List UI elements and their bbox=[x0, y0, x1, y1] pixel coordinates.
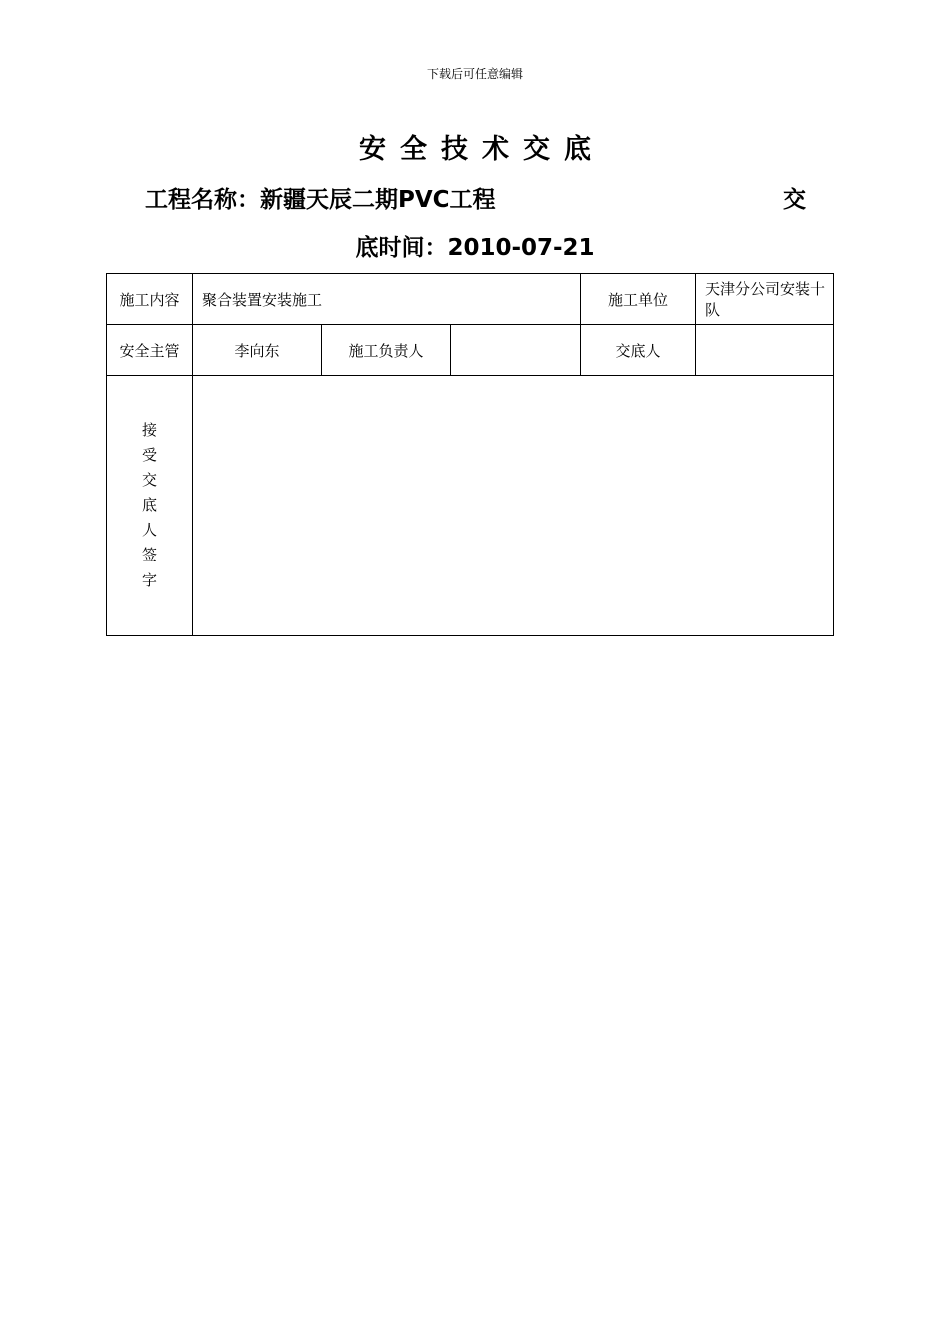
table-row bbox=[107, 376, 834, 636]
unit-value[interactable]: 天津分公司安装十队 bbox=[696, 274, 834, 325]
project-line bbox=[145, 182, 810, 218]
construction-leader-value[interactable] bbox=[451, 325, 581, 376]
construction-leader-label: 施工负责人 bbox=[322, 325, 451, 376]
signature-label-char: 底 bbox=[141, 496, 157, 514]
signature-label-char: 字 bbox=[141, 571, 157, 589]
briefer-value[interactable] bbox=[696, 325, 834, 376]
signature-label-char: 人 bbox=[141, 521, 157, 539]
safety-supervisor-value[interactable]: 李向东 bbox=[193, 325, 322, 376]
content-label: 施工内容 bbox=[107, 274, 193, 325]
signature-label-char: 交 bbox=[141, 471, 157, 489]
signature-label-char: 接 bbox=[141, 421, 157, 439]
briefing-time: 底时间：2010-07-21 bbox=[355, 235, 595, 261]
table-row bbox=[107, 325, 834, 376]
signature-area[interactable] bbox=[193, 376, 834, 636]
briefer-label: 交底人 bbox=[581, 325, 696, 376]
signature-label-char: 签 bbox=[141, 546, 157, 564]
project-line-trailing: 交 bbox=[783, 187, 806, 213]
table-row bbox=[107, 274, 834, 325]
safety-supervisor-label: 安全主管 bbox=[107, 325, 193, 376]
header-note: 下载后可任意编辑 bbox=[426, 67, 523, 81]
document-title: 安全技术交底 bbox=[359, 134, 605, 165]
briefing-form-table bbox=[106, 273, 834, 636]
content-value[interactable]: 聚合装置安装施工 bbox=[193, 274, 581, 325]
unit-label: 施工单位 bbox=[581, 274, 696, 325]
signature-label-char: 受 bbox=[141, 446, 157, 464]
signature-label bbox=[107, 376, 193, 636]
project-name: 工程名称：新疆天辰二期PVC工程 bbox=[145, 187, 496, 213]
